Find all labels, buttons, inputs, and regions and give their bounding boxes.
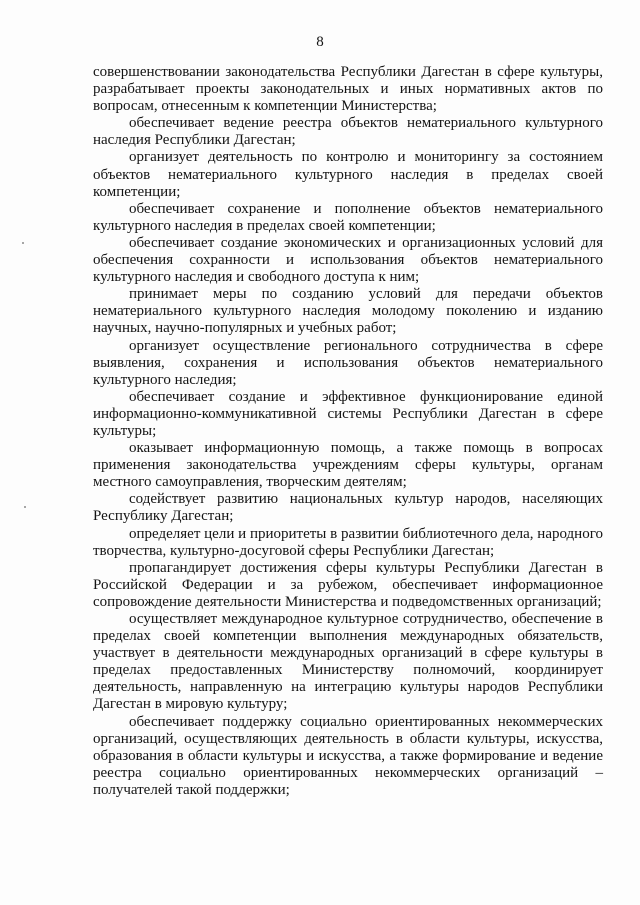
paragraph-priorities: определяет цели и приоритеты в развитии библиотечного дела, народного творчества, культурно-досуговой сферы Республики Дагестан; — [93, 525, 603, 559]
paragraph-register-maintenance: обеспечивает ведение реестра объектов нематериального культурного наследия Республики Дагестан; — [93, 115, 603, 149]
paragraph-information-assistance: оказывает информационную помощь, а также помощь в вопросах применения законодательства учреждениям сферы культуры, органам местного самоуправления, творческим деятелям; — [93, 440, 603, 491]
paragraph-transfer-measures: принимает меры по созданию условий для передачи объектов нематериального культурного наследия молодому поколению и изданию научных, научно-популярных и учебных работ; — [93, 286, 603, 337]
scan-speck — [24, 506, 26, 508]
page-number: 8 — [316, 34, 324, 50]
scan-speck — [22, 242, 24, 244]
paragraph-nonprofit-support: обеспечивает поддержку социально ориентированных некоммерческих организаций, осуществляющих деятельность в области культуры, искусства, образования в области культуры и искусства, а также формирование и ведение реестра социально ориентированных некоммерческих организаций – получателей такой поддержки; — [93, 713, 603, 798]
paragraph-international-cooperation: осуществляет международное культурное сотрудничество, обеспечение в пределах своей компетенции выполнения международных обязательств, участвует в деятельности международных организаций в сфере культуры в пределах предоставленных Министерству полномочий, координирует деятельность, направленную на интеграцию культуры народов Республики Дагестан в мировую культуру; — [93, 611, 603, 713]
paragraph-information-system: обеспечивает создание и эффективное функционирование единой информационно-коммуникативной системы Республики Дагестан в сфере культуры; — [93, 388, 603, 439]
document-body — [93, 64, 603, 799]
paragraph-promotion: пропагандирует достижения сферы культуры Республики Дагестан в Российской Федерации и за рубежом, обеспечивает информационное сопровождение деятельности Министерства и подведомственных организаций; — [93, 559, 603, 610]
paragraph-economic-conditions: обеспечивает создание экономических и организационных условий для обеспечения сохранности и использования объектов нематериального культурного наследия и свободного доступа к ним; — [93, 234, 603, 286]
paragraph-continuation: совершенствовании законодательства Республики Дагестан в сфере культуры, разрабатывает проекты законодательных и иных нормативных актов по вопросам, отнесенным к компетенции Министерства; — [93, 64, 603, 115]
paragraph-national-cultures: содействует развитию национальных культур народов, населяющих Республику Дагестан; — [93, 491, 603, 525]
paragraph-monitoring: организует деятельность по контролю и мониторингу за состоянием объектов нематериального культурного наследия в пределах своей компетенции; — [93, 149, 603, 200]
paragraph-regional-cooperation: организует осуществление регионального сотрудничества в сфере выявления, сохранения и использования объектов нематериального культурного наследия; — [93, 337, 603, 388]
paragraph-preservation: обеспечивает сохранение и пополнение объектов нематериального культурного наследия в пределах своей компетенции; — [93, 200, 603, 234]
